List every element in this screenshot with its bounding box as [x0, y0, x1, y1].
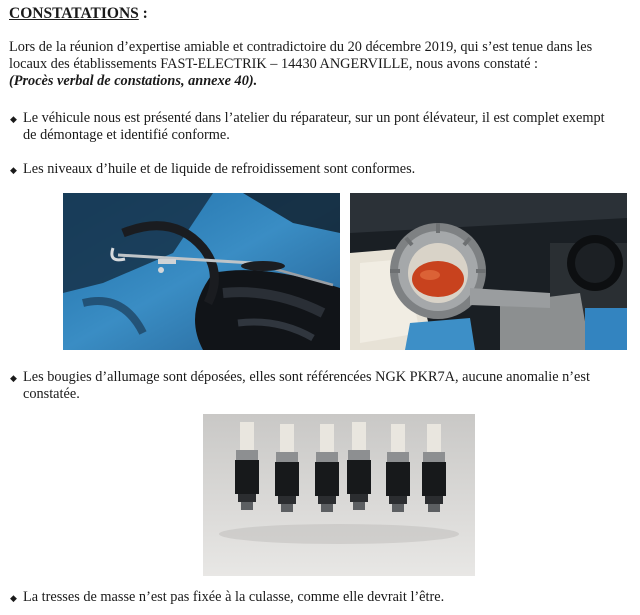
- bullet-icon: ◆: [10, 114, 17, 124]
- section-heading-text: CONSTATATIONS: [9, 5, 139, 22]
- intro-paragraph: [9, 39, 624, 90]
- bullet-icon: ◆: [10, 373, 17, 383]
- bullet-icon: ◆: [10, 593, 17, 603]
- photo-oil-dipstick: [63, 193, 340, 350]
- bullet-text: La tresses de masse n’est pas fixée à la culasse, comme elle devrait l’être.: [23, 589, 445, 605]
- bullet-item-spark-plugs: [10, 369, 620, 403]
- bullet-item-ground-strap: [10, 589, 620, 607]
- section-heading-colon: :: [138, 5, 148, 22]
- photo-spark-plugs: [203, 414, 475, 576]
- bullet-item-vehicle: [10, 110, 620, 144]
- intro-text: Lors de la réunion d’expertise amiable et contradictoire du 20 décembre 2019, qui s’est tenue dans les locaux des établissements FAST-ELECTRIK – 14430 ANGERVILLE, nous avons constaté :: [9, 39, 593, 72]
- bullet-text: Les bougies d’allumage sont déposées, elles sont référencées NGK PKR7A, aucune anomalie n’est constatée.: [23, 369, 590, 402]
- intro-reference: (Procès verbal de constations, annexe 40).: [9, 73, 258, 89]
- section-heading: [9, 5, 148, 23]
- bullet-text: Les niveaux d’huile et de liquide de refroidissement sont conformes.: [23, 161, 416, 177]
- bullet-icon: ◆: [10, 165, 17, 175]
- photo-coolant-reservoir: [350, 193, 627, 350]
- bullet-text: Le véhicule nous est présenté dans l’atelier du réparateur, sur un pont élévateur, il est complet exempt de démontage et identifié conforme.: [23, 110, 605, 143]
- bullet-item-fluid-levels: [10, 161, 620, 179]
